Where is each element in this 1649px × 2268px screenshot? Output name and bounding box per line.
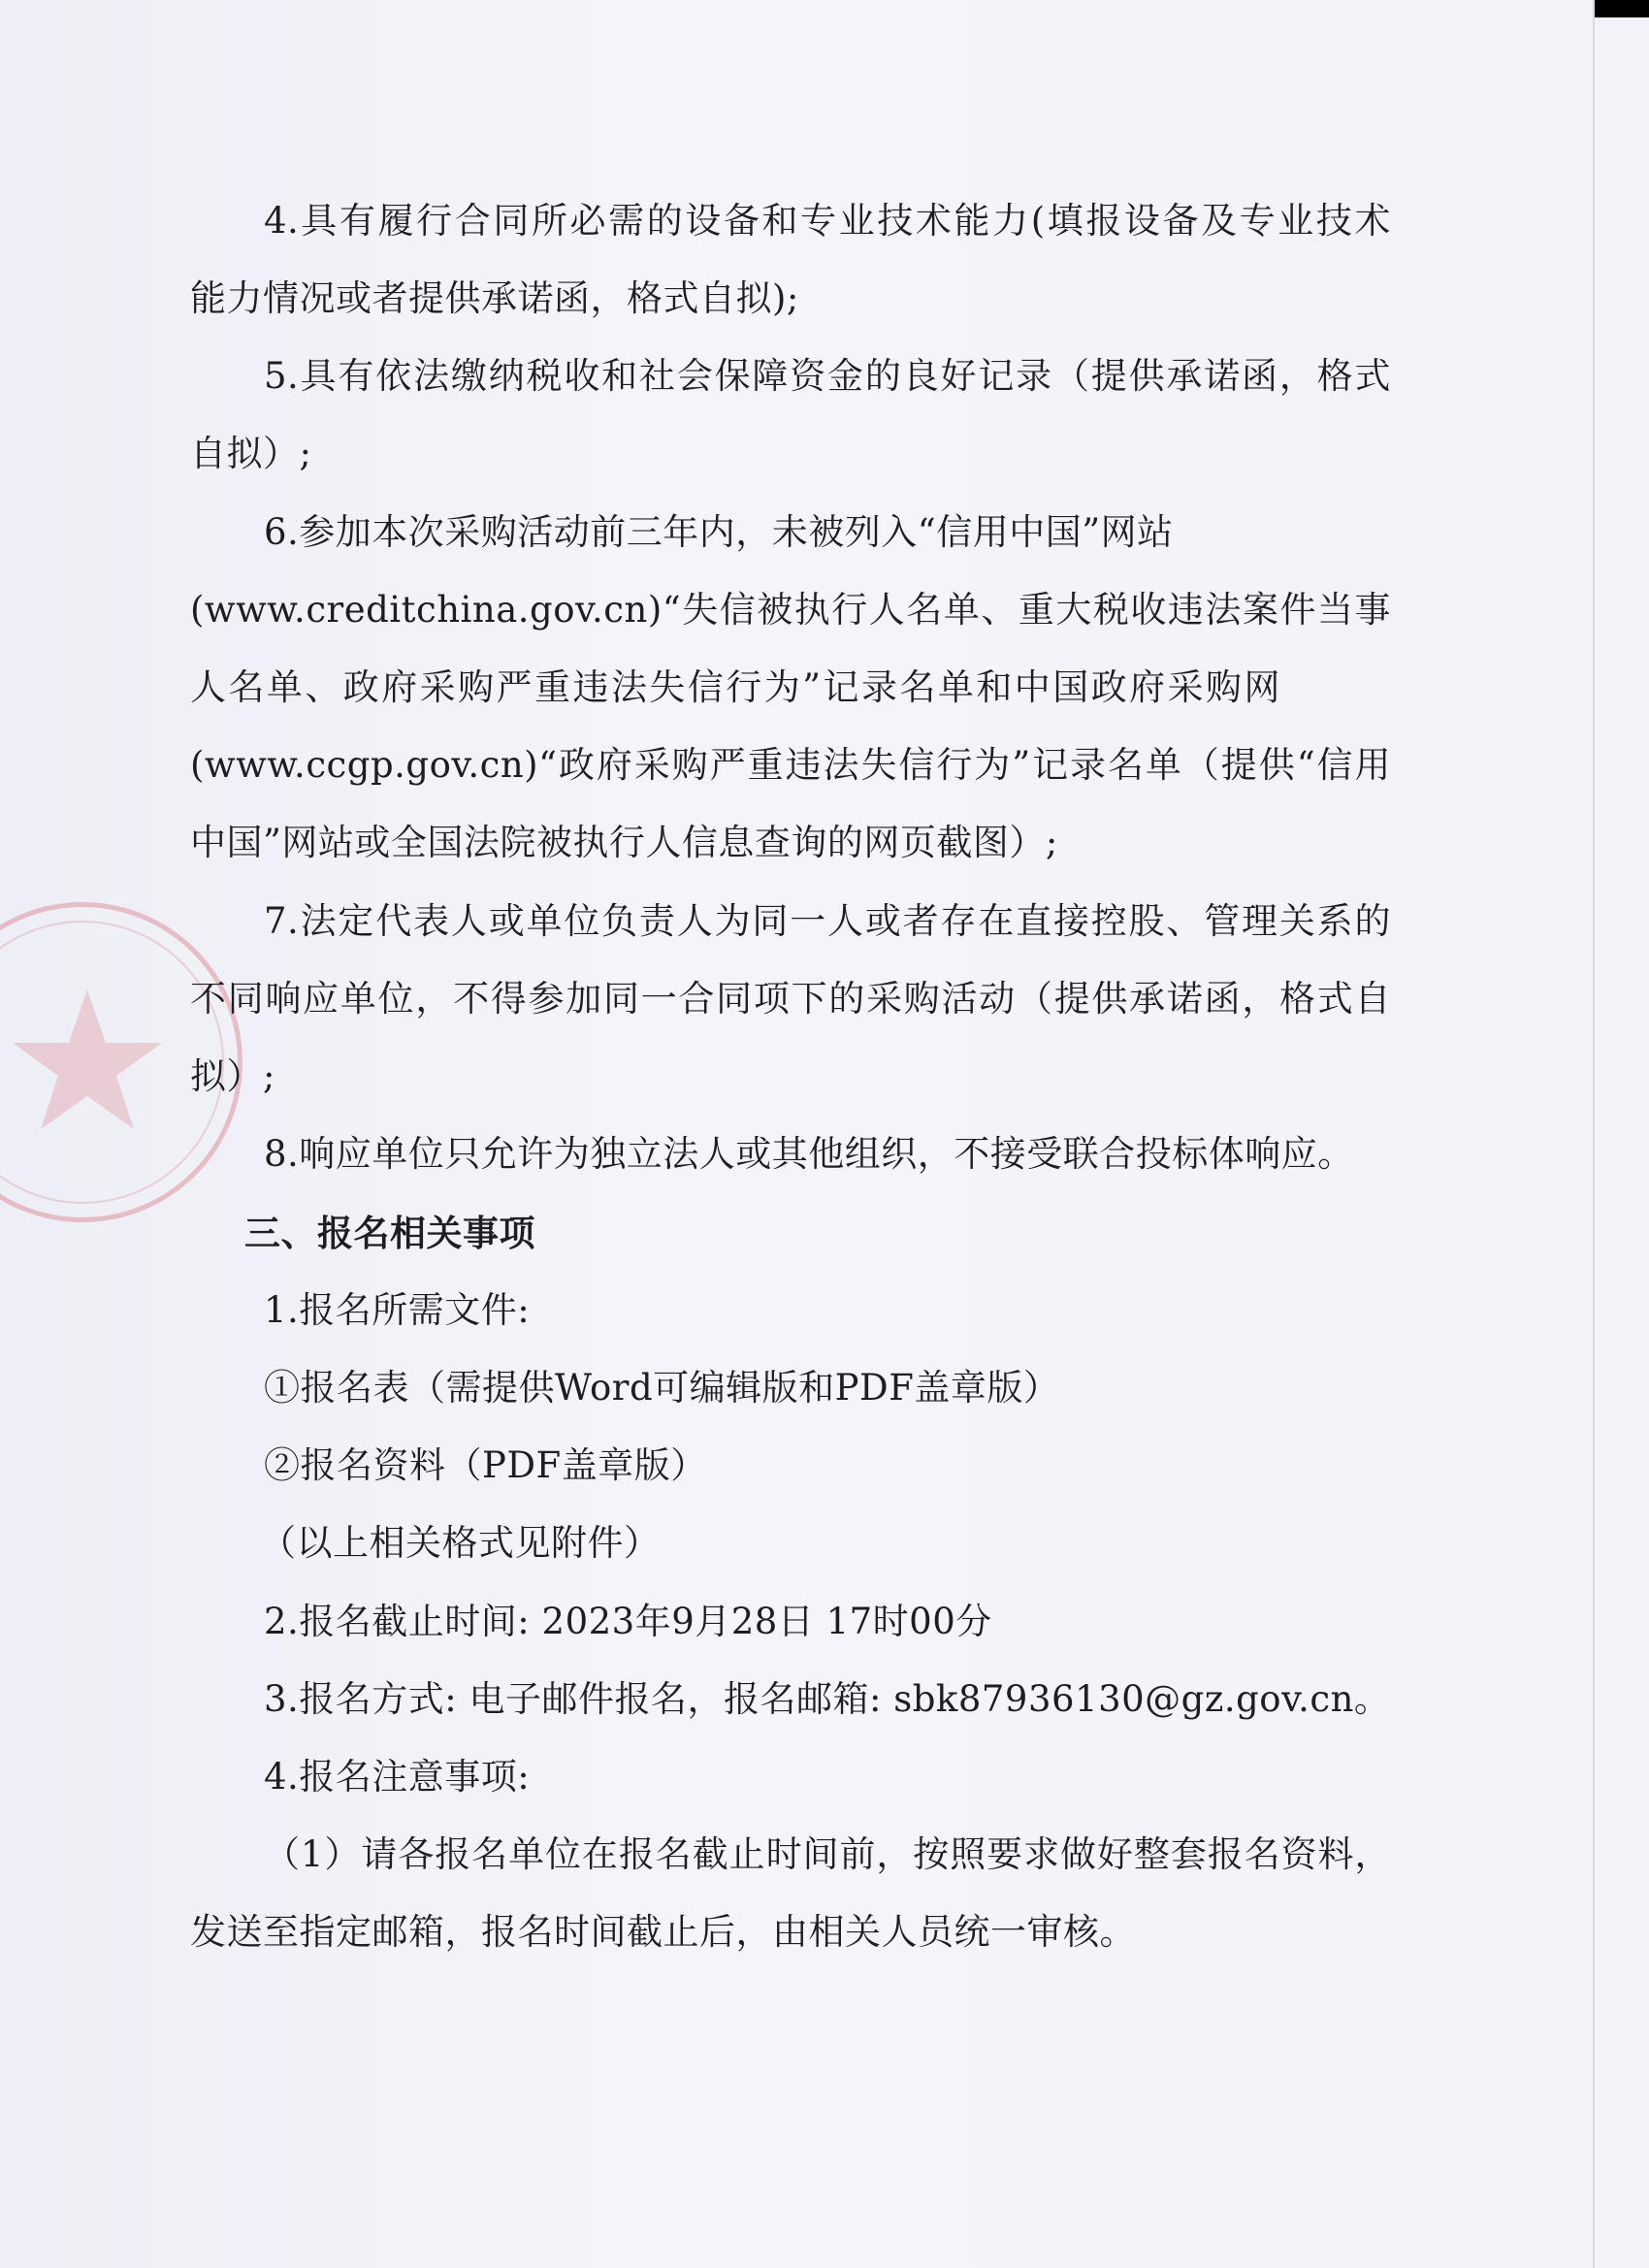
para-7-line-2: 不同响应单位，不得参加同一合同项下的采购活动（提供承诺函，格式自 bbox=[190, 978, 1391, 1020]
para-5-line-1: 5.具有依法缴纳税收和社会保障资金的良好记录（提供承诺函，格式 bbox=[264, 355, 1391, 397]
para-6-line-2: (www.creditchina.gov.cn)“失信被执行人名单、重大税收违法案件当事 bbox=[190, 589, 1391, 631]
para-8: 8.响应单位只允许为独立法人或其他组织，不接受联合投标体响应。 bbox=[264, 1133, 1354, 1175]
para-6-line-1: 6.参加本次采购活动前三年内，未被列入“信用中国”网站 bbox=[264, 511, 1174, 553]
para-6-line-4: (www.ccgp.gov.cn)“政府采购严重违法失信行为”记录名单（提供“信用 bbox=[190, 744, 1391, 786]
item-3-method: 3.报名方式: 电子邮件报名，报名邮箱: sbk87936130@gz.gov.cn。 bbox=[264, 1678, 1391, 1720]
item-1-note: （以上相关格式见附件） bbox=[260, 1522, 661, 1564]
para-5-line-2: 自拟）; bbox=[190, 433, 312, 474]
item-4-title: 4.报名注意事项: bbox=[264, 1756, 531, 1798]
para-4-line-2: 能力情况或者提供承诺函，格式自拟); bbox=[190, 277, 799, 319]
item-2-deadline: 2.报名截止时间: 2023年9月28日 17时00分 bbox=[264, 1601, 992, 1642]
para-7-line-1: 7.法定代表人或单位负责人为同一人或者存在直接控股、管理关系的 bbox=[264, 900, 1391, 942]
para-6-line-5: 中国”网站或全国法院被执行人信息查询的网页截图）; bbox=[190, 822, 1058, 863]
para-6-line-3: 人名单、政府采购严重违法失信行为”记录名单和中国政府采购网 bbox=[190, 666, 1280, 708]
item-1-doc-a: ①报名表（需提供Word可编辑版和PDF盖章版） bbox=[264, 1367, 1060, 1409]
item-1-title: 1.报名所需文件: bbox=[264, 1289, 531, 1331]
para-4-line-1: 4.具有履行合同所必需的设备和专业技术能力(填报设备及专业技术 bbox=[264, 200, 1391, 242]
section-heading-3: 三、报名相关事项 bbox=[244, 1212, 535, 1254]
page-edge-shadow bbox=[1593, 0, 1595, 2268]
item-4-note-1-line-1: （1）请各报名单位在报名截止时间前，按照要求做好整套报名资料， bbox=[264, 1833, 1391, 1875]
para-7-line-3: 拟）; bbox=[190, 1055, 275, 1097]
item-1-doc-b: ②报名资料（PDF盖章版） bbox=[264, 1444, 707, 1486]
scan-corner-mark bbox=[1595, 0, 1649, 17]
item-4-note-1-line-2: 发送至指定邮箱，报名时间截止后，由相关人员统一审核。 bbox=[190, 1911, 1136, 1953]
